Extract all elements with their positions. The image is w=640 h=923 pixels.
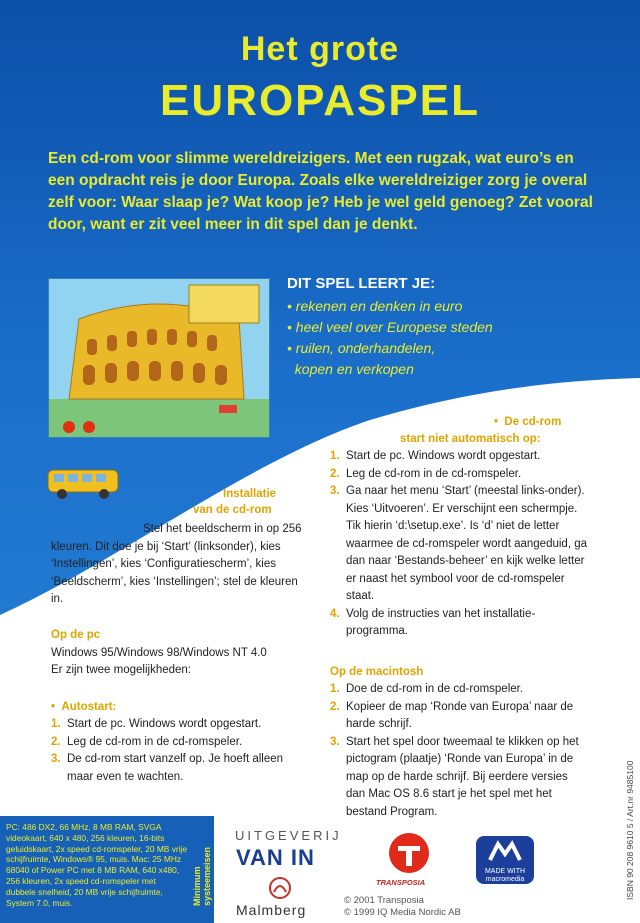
macromedia-icon [476,836,534,866]
transposia-label: TRANSPOSIA [376,878,426,887]
leert-item: • heel veel over Europese steden [287,317,493,338]
copyright: © 2001 Transposia © 1999 IQ Media Nordic AB [344,895,461,918]
leert-item: kopen en verkopen [294,361,414,377]
autostart-heading: • Autostart: [51,701,117,713]
publisher-van-in: VAN IN [236,845,315,870]
publisher-malmberg: Malmberg [236,902,307,918]
system-requirements-label: Minimum systeemeisen [192,846,212,906]
mac-heading: Op de macintosh [330,666,424,678]
noauto-steps [330,448,588,641]
title-line-1: Het grote [240,30,400,68]
list-item: 2. Leg de cd-rom in de cd-romspeler. [330,467,522,480]
list-item: 1. Start de pc. Windows wordt opgestart. [51,718,262,730]
pc-text: Windows 95/Windows 98/Windows NT 4.0 [51,647,267,659]
pc-heading: Op de pc [51,629,101,641]
transposia-logo-icon [386,830,432,876]
colosseum-game-screenshot [48,278,270,438]
leert-item: • rekenen en denken in euro [287,296,493,317]
leert-list [287,296,493,380]
title-line-2: EUROPASPEL [160,76,480,125]
install-heading-2: van de cd-rom [193,504,272,516]
list-item: 2. Kopieer de map ‘Ronde van Europa’ naar de harde schrijf. [330,700,574,730]
pc-text-2: Er zijn twee mogelijkheden: [51,664,191,676]
list-item: 2. Leg de cd-rom in de cd-romspeler. [51,735,243,748]
isbn-number: ISBN 90 208 9610 5 / Art.nr 9485100 [625,760,635,900]
noauto-heading-1: • De cd-rom [494,416,562,428]
malmberg-logo-icon [268,876,292,900]
mac-steps [330,681,588,821]
install-heading-1: Installatie [223,488,277,500]
system-requirements-text: PC: 486 DX2, 66 MHz, 8 MB RAM, SVGA videokaart, 640 x 480, 256 kleuren, 16-bits geluidskaart, 2x speed cd-romspeler, 20 MB vrije schijfruimte, Windows® 95, muis. Mac: 25 MHz 68040 of Power PC met 8 MB RAM, 640 x480, 256 kleuren, 2x speed cd-romspeler met dubbele snelheid, 20 MB vrije schijfruimte, System 7.0, muis. [6,822,188,908]
leert-item: • ruilen, onderhandelen, [287,338,493,359]
list-item: 1. Doe de cd-rom in de cd-romspeler. [330,683,524,695]
list-item: 4. Volg de instructies van het installatie-programma. [330,607,536,637]
bus-illustration [46,466,120,500]
install-text: Stel het beeldscherm in op 256 kleuren. Dit doe je bij ‘Start’ (linksonder), kies ‘Instellingen’, kies ‘Configuratiescherm’, kies ‘Beeldscherm’, kies ‘Instellingen’; stel de kleuren in. [51,523,302,605]
list-item: 3. Start het spel door tweemaal te klikken op het pictogram (plaatje) ‘Ronde van Europa’ in de map op de harde schrijf. Bij eerdere versies dan Mac OS 8.6 start je het spel met het bestand Program. [330,735,579,818]
list-item: 1. Start de pc. Windows wordt opgestart. [330,450,541,462]
list-item: 3. Ga naar het menu ‘Start’ (meestal links-onder). Kies ‘Uitvoeren’. Er verschijnt een schermpje. Tik hierin ‘d:\setup.exe’. Is ‘d’ niet de letter waarmee de cd-romspeler wordt aangeduid, ga dan naar ‘Bestands-beheer’ en kijk welke letter er naast het symbool voor de cd-romspeler staat. [330,485,587,602]
system-requirements-box [0,816,214,923]
macromedia-logo: MADE WITH macromedia [476,836,534,884]
noauto-heading-2: start niet automatisch op: [400,433,541,445]
publisher-uitgeverij: UITGEVERIJ [235,828,342,843]
list-item: 3. De cd-rom start vanzelf op. Je hoeft alleen maar even te wachten. [51,753,284,783]
intro-text: Een cd-rom voor slimme wereldreizigers. Met een rugzak, wat euro’s en een opdracht reis je door Europa. Zoals elke wereldreiziger zorg je overal zelf voor: Waar slaap je? Wat koop je? Heb je wel geld genoeg? Zet vooral door, want er zit veel meer in dit spel dan je denkt. [48,150,593,233]
leert-title: DIT SPEL LEERT JE: [287,275,436,292]
autostart-steps [51,716,286,786]
